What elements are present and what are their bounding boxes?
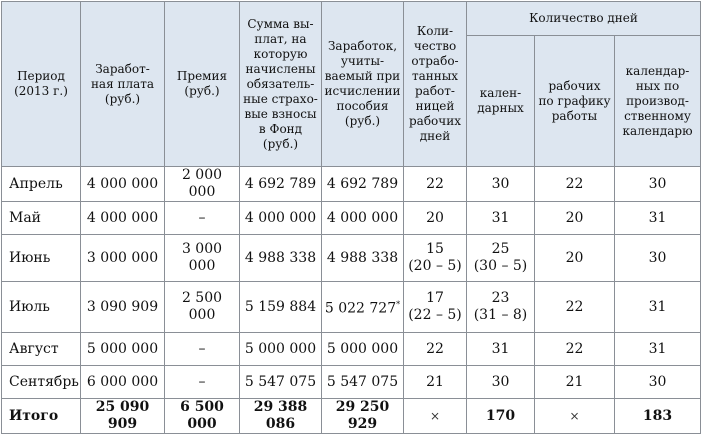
cell-calendar: 23 (31 – 8): [467, 282, 535, 333]
table-row: [2, 282, 701, 333]
header-days-group: Количество дней: [467, 2, 701, 36]
header-salary: Заработ- ная плата (руб.): [81, 2, 165, 167]
table-row: [2, 333, 701, 366]
header-bonus: Премия (руб.): [165, 2, 240, 167]
cell-calendar: 30: [467, 366, 535, 399]
cell-calendar: 31: [467, 202, 535, 235]
header-working-schedule: рабочих по графику работы: [535, 36, 615, 167]
total-insured: 29 388 086: [240, 399, 322, 434]
header-period: Период (2013 г.): [2, 2, 81, 167]
cell-production: 30: [615, 366, 701, 399]
cell-worked: 20: [404, 202, 467, 235]
cell-bonus: 2 500 000: [165, 282, 240, 333]
cell-insured: 4 000 000: [240, 202, 322, 235]
cell-schedule: 20: [535, 235, 615, 282]
table-row: [2, 366, 701, 399]
total-production: 183: [615, 399, 701, 434]
header-insured-sum: Сумма вы- плат, на которую начислены обязатель- ные страхо- вые взносы в Фонд (руб.): [240, 2, 322, 167]
cell-salary: 3 090 909: [81, 282, 165, 333]
header-calendar-production: календар- ных по производ- ственному календарю: [615, 36, 701, 167]
cell-salary: 4 000 000: [81, 202, 165, 235]
cell-worked: 17 (22 – 5): [404, 282, 467, 333]
cell-period: Август: [2, 333, 81, 366]
cell-salary: 3 000 000: [81, 235, 165, 282]
cell-insured: 5 547 075: [240, 366, 322, 399]
cell-period: Июнь: [2, 235, 81, 282]
cell-earnings: 5 547 075: [322, 366, 404, 399]
cell-period: Май: [2, 202, 81, 235]
earnings-value: 5 022 727: [324, 300, 397, 317]
cell-worked: 15 (20 – 5): [404, 235, 467, 282]
cell-bonus: 3 000 000: [165, 235, 240, 282]
cell-period: Апрель: [2, 167, 81, 202]
total-schedule: ×: [535, 399, 615, 434]
cell-insured: 5 159 884: [240, 282, 322, 333]
cell-earnings: 4 692 789: [322, 167, 404, 202]
table-row: [2, 167, 701, 202]
table-row: [2, 202, 701, 235]
cell-worked: 22: [404, 333, 467, 366]
cell-earnings: 4 988 338: [322, 235, 404, 282]
cell-worked: 22: [404, 167, 467, 202]
cell-period: Июль: [2, 282, 81, 333]
total-label: Итого: [2, 399, 81, 434]
cell-earnings: 4 000 000: [322, 202, 404, 235]
cell-bonus: –: [165, 202, 240, 235]
cell-schedule: 22: [535, 282, 615, 333]
earnings-table: [1, 1, 701, 434]
cell-bonus: –: [165, 366, 240, 399]
cell-earnings: [322, 282, 404, 333]
total-worked: ×: [404, 399, 467, 434]
cell-production: 31: [615, 282, 701, 333]
cell-schedule: 22: [535, 333, 615, 366]
total-bonus: 6 500 000: [165, 399, 240, 434]
cell-production: 31: [615, 333, 701, 366]
total-earnings: 29 250 929: [322, 399, 404, 434]
footnote-mark: *: [396, 300, 401, 310]
cell-production: 31: [615, 202, 701, 235]
cell-insured: 4 988 338: [240, 235, 322, 282]
cell-worked: 21: [404, 366, 467, 399]
cell-calendar: 31: [467, 333, 535, 366]
total-salary: 25 090 909: [81, 399, 165, 434]
total-row: [2, 399, 701, 434]
cell-salary: 6 000 000: [81, 366, 165, 399]
cell-salary: 4 000 000: [81, 167, 165, 202]
cell-schedule: 22: [535, 167, 615, 202]
cell-schedule: 21: [535, 366, 615, 399]
cell-calendar: 25 (30 – 5): [467, 235, 535, 282]
cell-insured: 5 000 000: [240, 333, 322, 366]
header-calendar-days: кален- дарных: [467, 36, 535, 167]
cell-production: 30: [615, 167, 701, 202]
cell-bonus: 2 000 000: [165, 167, 240, 202]
cell-earnings: 5 000 000: [322, 333, 404, 366]
cell-period: Сентябрь: [2, 366, 81, 399]
header-benefit-earnings: Заработок, учиты- ваемый при исчислении пособия (руб.): [322, 2, 404, 167]
table-row: [2, 235, 701, 282]
cell-calendar: 30: [467, 167, 535, 202]
header-worked-days: Коли- чество отрабо- танных работ- ницей рабочих дней: [404, 2, 467, 167]
cell-salary: 5 000 000: [81, 333, 165, 366]
cell-bonus: –: [165, 333, 240, 366]
cell-production: 30: [615, 235, 701, 282]
cell-schedule: 20: [535, 202, 615, 235]
total-calendar: 170: [467, 399, 535, 434]
cell-insured: 4 692 789: [240, 167, 322, 202]
